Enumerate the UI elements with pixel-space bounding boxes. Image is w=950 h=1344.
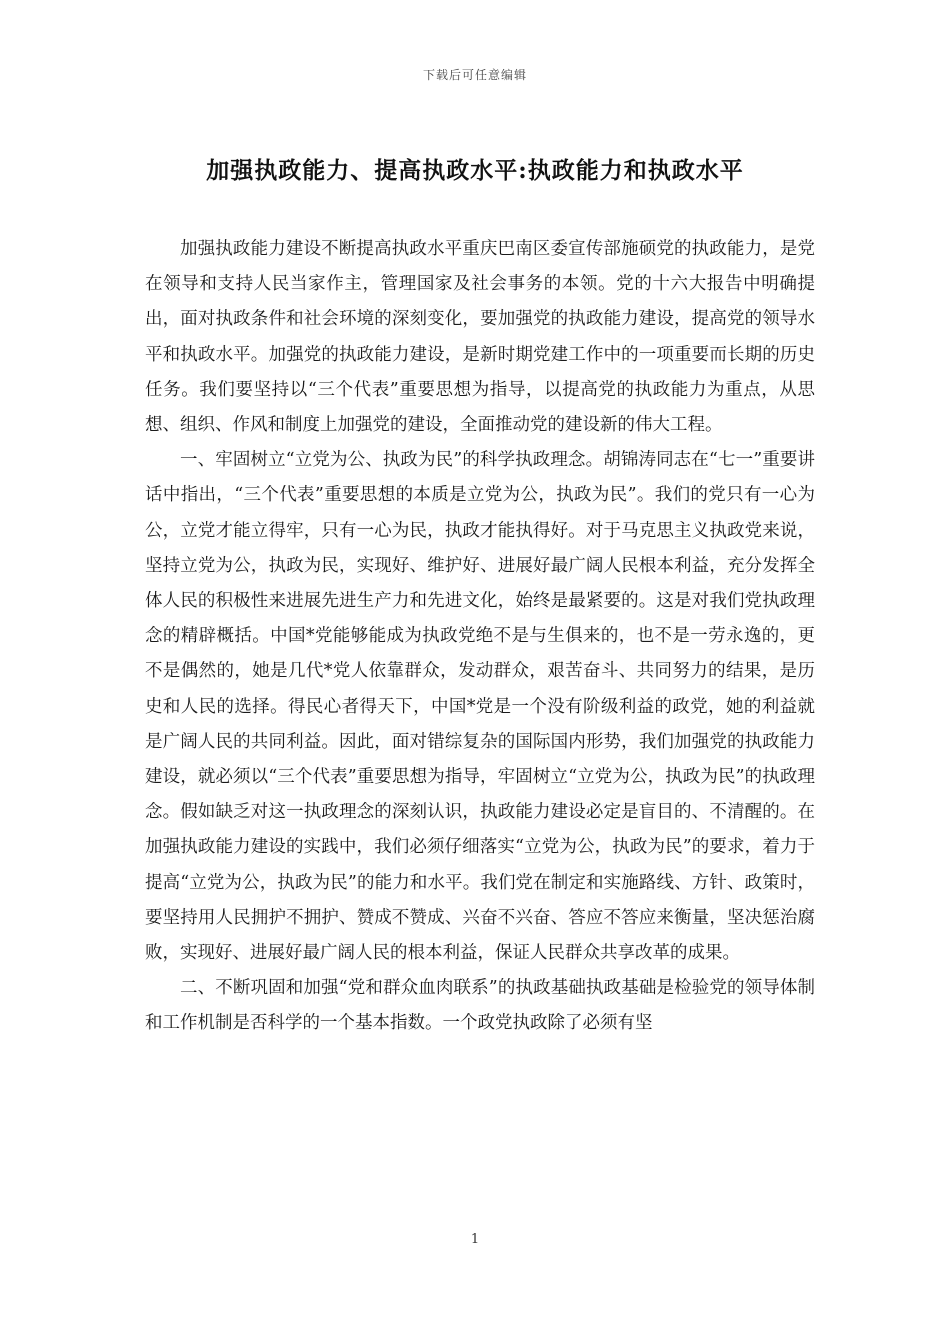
paragraph-section-two: 二、不断巩固和加强“党和群众血肉联系”的执政基础执政基础是检验党的领导体制和工作机制是否科学的一个基本指数。一个政党执政除了必须有坚 xyxy=(145,978,815,1034)
paragraph-section-one: 一、牢固树立“立党为公、执政为民”的科学执政理念。胡锦涛同志在“七一”重要讲话中指出，“三个代表”重要思想的本质是立党为公，执政为民”。我们的党只有一心为公，立党才能立得牢，只有一心为民，执政才能执得好。对于马克思主义执政党来说，坚持立党为公，执政为民，实现好、维护好、进展好最广阔人民根本利益，充分发挥全体人民的积极性来进展先进生产力和先进文化，始终是最紧要的。这是对我们党执政理念的精辟概括。中国*党能够能成为执政党绝不是与生俱来的，也不是一劳永逸的，更不是偶然的，她是几代*党人依靠群众，发动群众，艰苦奋斗、共同努力的结果，是历史和人民的选择。得民心者得天下，中国*党是一个没有阶级利益的政党，她的利益就是广阔人民的共同利益。因此，面对错综复杂的国际国内形势，我们加强党的执政能力建设，就必须以“三个代表”重要思想为指导，牢固树立“立党为公，执政为民”的执政理念。假如缺乏对这一执政理念的深刻认识，执政能力建设必定是盲目的、不清醒的。在加强执政能力建设的实践中，我们必须仔细落实“立党为公，执政为民”的要求，着力于提高“立党为公，执政为民”的能力和水平。我们党在制定和实施路线、方针、政策时，要坚持用人民拥护不拥护、赞成不赞成、兴奋不兴奋、答应不答应来衡量，坚决惩治腐败，实现好、进展好最广阔人民的根本利益，保证人民群众共享改革的成果。 xyxy=(145,450,815,964)
page-number: 1 xyxy=(470,1232,480,1247)
document-title: 加强执政能力、提高执政水平:执政能力和执政水平 xyxy=(206,157,744,184)
document-body xyxy=(145,232,815,1042)
header-note: 下载后可任意编辑 xyxy=(422,68,527,82)
paragraph-intro: 加强执政能力建设不断提高执政水平重庆巴南区委宣传部施硕党的执政能力，是党在领导和支持人民当家作主，管理国家及社会事务的本领。党的十六大报告中明确提出，面对执政条件和社会环境的深刻变化，要加强党的执政能力建设，提高党的领导水平和执政水平。加强党的执政能力建设，是新时期党建工作中的一项重要而长期的历史任务。我们要坚持以“三个代表”重要思想为指导，以提高党的执政能力为重点，从思想、组织、作风和制度上加强党的建设，全面推动党的建设新的伟大工程。 xyxy=(145,239,815,436)
